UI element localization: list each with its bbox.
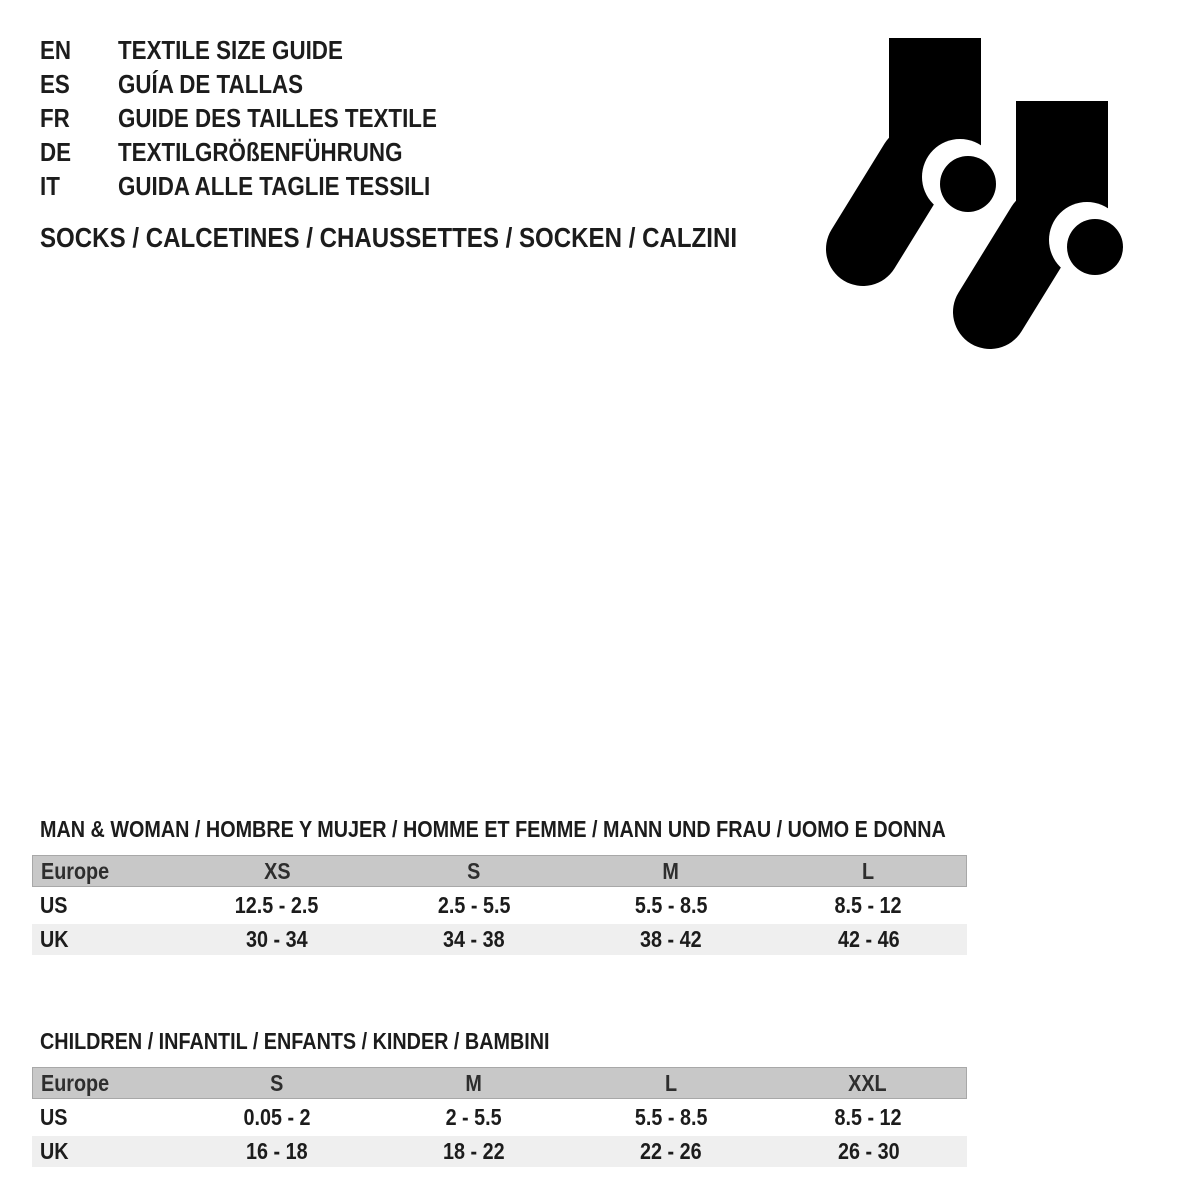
size-value: 2.5 - 5.5 (437, 892, 511, 918)
size-value: 18 - 22 (442, 1138, 505, 1164)
sock-front (990, 101, 1125, 312)
header-cell-size: XXL (848, 1070, 887, 1096)
size-value: 34 - 38 (442, 926, 505, 952)
language-code: ES (40, 69, 70, 99)
size-value: 8.5 - 12 (834, 1104, 902, 1130)
header-cell-size: XS (263, 858, 291, 884)
language-label: TEXTILGRÖßENFÜHRUNG (118, 137, 403, 167)
language-code: FR (40, 103, 70, 133)
table-header-row (32, 1067, 967, 1099)
language-label: GUÍA DE TALLAS (118, 69, 304, 99)
header-cell-size: S (467, 858, 481, 884)
size-value: 0.05 - 2 (242, 1104, 311, 1130)
language-row-fr (40, 101, 489, 135)
language-row-de (40, 135, 489, 169)
language-label: GUIDE DES TAILLES TEXTILE (118, 103, 437, 133)
row-label: US (40, 892, 68, 918)
size-value: 16 - 18 (245, 1138, 308, 1164)
language-row-en (40, 33, 489, 67)
size-value: 5.5 - 8.5 (634, 1104, 708, 1130)
header-cell-size: S (270, 1070, 284, 1096)
language-label: GUIDA ALLE TAGLIE TESSILI (118, 171, 431, 201)
size-value: 22 - 26 (640, 1138, 702, 1164)
size-value: 30 - 34 (245, 926, 308, 952)
table-header-row (32, 855, 967, 887)
row-label: UK (40, 1138, 69, 1164)
language-row-it (40, 169, 489, 203)
table-row-us (32, 890, 967, 921)
size-value: 26 - 30 (837, 1138, 900, 1164)
size-value: 42 - 46 (837, 926, 900, 952)
language-code: DE (40, 137, 72, 167)
header-cell-size: M (662, 858, 679, 884)
language-row-es (40, 67, 489, 101)
size-value: 8.5 - 12 (834, 892, 902, 918)
size-value: 5.5 - 8.5 (634, 892, 708, 918)
header-cell-size: M (465, 1070, 483, 1096)
header-cell-size: L (861, 858, 874, 884)
size-table-children (32, 1029, 967, 1170)
header-cell-region: Europe (41, 858, 110, 884)
size-value: 12.5 - 2.5 (234, 892, 319, 918)
category-heading: SOCKS / CALCETINES / CHAUSSETTES / SOCKEN / CALZINI (40, 222, 738, 253)
table-title: MAN & WOMAN / HOMBRE Y MUJER / HOMME ET FEMME / MANN UND FRAU / UOMO E DONNA (40, 816, 946, 842)
header-cell-size: L (664, 1070, 677, 1096)
language-code: IT (40, 171, 60, 201)
size-value: 2 - 5.5 (445, 1104, 502, 1130)
table-row-uk (32, 924, 967, 955)
sock-back (863, 38, 998, 249)
table-title: CHILDREN / INFANTIL / ENFANTS / KINDER / BAMBINI (40, 1028, 550, 1054)
language-code: EN (40, 35, 72, 65)
language-label: TEXTILE SIZE GUIDE (118, 35, 343, 65)
socks-icon (800, 25, 1130, 355)
table-row-uk (32, 1136, 967, 1167)
table-row-us (32, 1102, 967, 1133)
row-label: UK (40, 926, 69, 952)
row-label: US (40, 1104, 68, 1130)
header-cell-region: Europe (41, 1070, 110, 1096)
size-value: 38 - 42 (640, 926, 702, 952)
language-list (40, 33, 489, 203)
size-table-man-woman (32, 817, 967, 958)
